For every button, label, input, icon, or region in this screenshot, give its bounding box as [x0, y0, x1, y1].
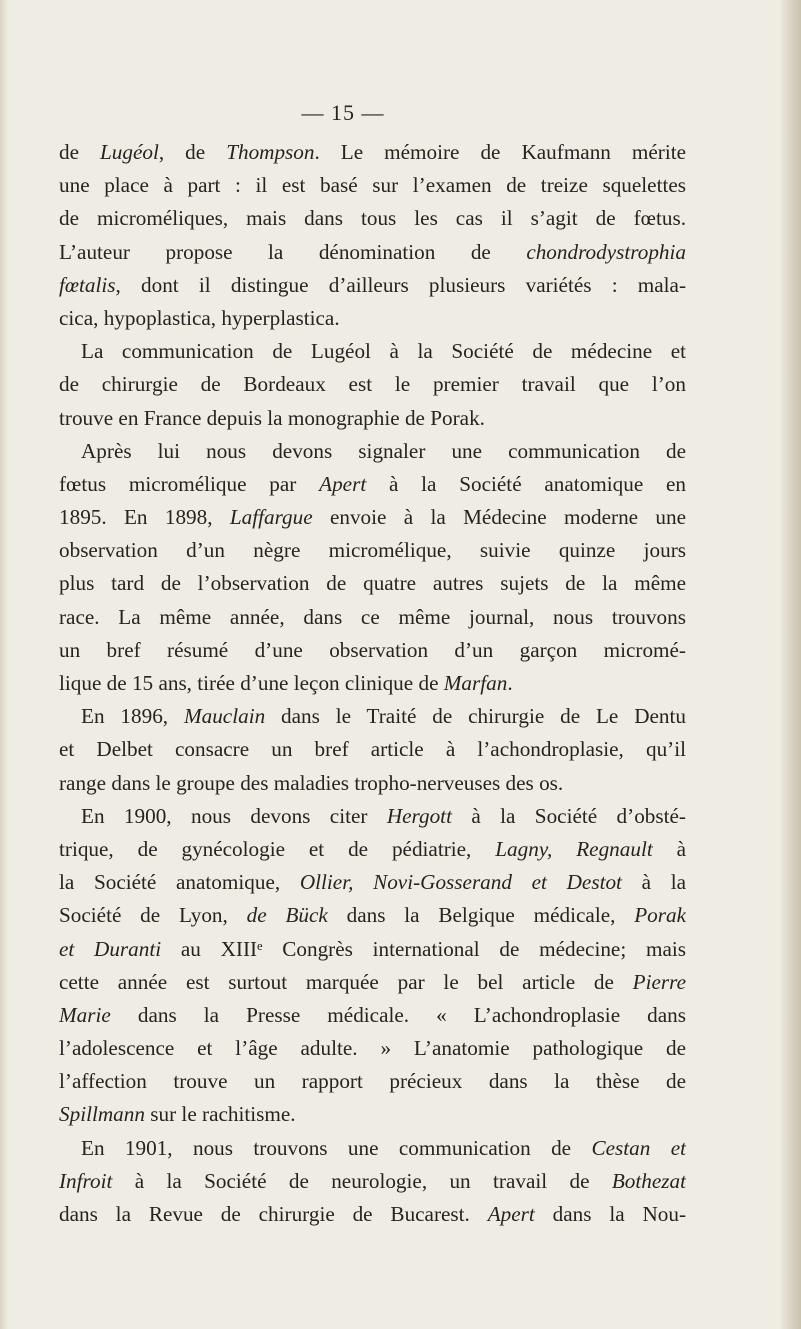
- text-line: [59, 468, 686, 501]
- text-segment: trouve en France depuis la monographie de Porak.: [59, 405, 485, 430]
- italic-text: Cestan et: [591, 1135, 686, 1160]
- text-segment: sur le rachitisme.: [144, 1102, 296, 1127]
- text-segment: à la Société de neurologie, un travail de: [112, 1168, 612, 1193]
- italic-text: Spillmann: [59, 1102, 145, 1127]
- italic-text: Marie: [59, 1002, 111, 1027]
- text-line: [59, 866, 686, 899]
- italic-text: chondrodystrophia: [526, 239, 686, 264]
- text-segment: à la Société anatomique en: [366, 471, 686, 496]
- text-line: [59, 733, 686, 766]
- text-line: [59, 534, 686, 567]
- italic-text: Porak: [634, 903, 686, 928]
- text-line: [59, 833, 686, 866]
- text-segment: , de: [158, 140, 227, 164]
- text-line: [59, 767, 686, 800]
- text-segment: au XIIIᵉ Congrès international de médecine; mais: [161, 936, 686, 961]
- text-line: [59, 136, 686, 169]
- italic-text: Apert: [319, 471, 367, 496]
- text-segment: à: [652, 836, 686, 861]
- text-segment: à la Société d’obsté-: [451, 803, 686, 828]
- italic-text: Pierre: [632, 969, 686, 994]
- text-line: [59, 899, 686, 932]
- italic-text: Ollier, Novi-Gosserand et Destot: [299, 870, 622, 895]
- text-segment: En 1901, nous trouvons une communication de: [81, 1135, 592, 1160]
- text-line: [59, 966, 686, 999]
- text-segment: dans la Revue de chirurgie de Bucarest.: [59, 1202, 488, 1226]
- page-left-shadow: [0, 0, 8, 1329]
- text-segment: .: [507, 671, 513, 695]
- text-line: [59, 269, 686, 302]
- text-line: [59, 435, 686, 468]
- italic-text: Mauclain: [183, 704, 266, 729]
- text-segment: une place à part : il est basé sur l’examen de treize squelettes: [59, 173, 686, 198]
- text-line: [59, 601, 686, 634]
- body-text: [59, 136, 686, 1231]
- italic-text: Bothezat: [611, 1168, 686, 1193]
- text-line: [59, 236, 686, 269]
- text-segment: . Le mémoire de Kaufmann mérite: [314, 140, 686, 164]
- text-segment: lique de 15 ans, tirée d’une leçon clinique de: [59, 671, 444, 695]
- text-segment: un bref résumé d’une observation d’un garçon micromé-: [59, 637, 686, 662]
- italic-text: de Bück: [246, 903, 328, 928]
- italic-text: Marfan: [443, 671, 508, 695]
- text-line: [59, 169, 686, 202]
- italic-text: Infroit: [59, 1168, 113, 1193]
- italic-text: Apert: [487, 1202, 535, 1226]
- page-number: — 15 —: [301, 100, 385, 125]
- text-segment: , dont il distingue d’ailleurs plusieurs variétés : mala-: [115, 272, 686, 297]
- text-segment: observation d’un nègre micromélique, suivie quinze jours: [59, 538, 686, 563]
- text-segment: plus tard de l’observation de quatre autres sujets de la même: [59, 571, 686, 596]
- text-line: [59, 1032, 686, 1065]
- text-segment: dans le Traité de chirurgie de Le Dentu: [265, 704, 686, 729]
- text-line: [59, 999, 686, 1032]
- text-segment: cica, hypoplastica, hyperplastica.: [59, 305, 340, 330]
- text-line: [59, 302, 686, 335]
- text-line: [59, 634, 686, 667]
- text-line: [59, 501, 686, 534]
- text-segment: race. La même année, dans ce même journal, nous trouvons: [59, 604, 686, 629]
- text-line: [59, 567, 686, 600]
- text-segment: range dans le groupe des maladies tropho-nerveuses des os.: [59, 770, 564, 795]
- text-segment: à la: [621, 870, 686, 895]
- text-segment: de chirurgie de Bordeaux est le premier travail que l’on: [59, 372, 686, 397]
- italic-text: fœtalis: [59, 272, 116, 297]
- text-segment: dans la Belgique médicale,: [327, 903, 635, 928]
- text-segment: La communication de Lugéol à la Société de médecine et: [81, 339, 686, 364]
- text-segment: de: [59, 140, 101, 164]
- text-line: [59, 667, 686, 700]
- italic-text: Lugéol: [100, 140, 159, 164]
- text-segment: Société de Lyon,: [59, 903, 247, 928]
- text-segment: la Société anatomique,: [59, 870, 300, 895]
- italic-text: Laffargue: [229, 505, 313, 530]
- text-segment: En 1900, nous devons citer: [81, 803, 387, 828]
- italic-text: et Duranti: [59, 936, 162, 961]
- italic-text: Hergott: [386, 803, 452, 828]
- text-segment: dans la Nou-: [534, 1202, 686, 1226]
- text-segment: l’adolescence et l’âge adulte. » L’anatomie pathologique de: [59, 1036, 686, 1061]
- text-line: [59, 202, 686, 235]
- text-segment: trique, de gynécologie et de pédiatrie,: [59, 836, 496, 861]
- text-segment: l’affection trouve un rapport précieux dans la thèse de: [59, 1069, 686, 1094]
- text-line: [59, 1065, 686, 1098]
- text-line: [59, 700, 686, 733]
- text-segment: Après lui nous devons signaler une communication de: [81, 438, 686, 463]
- text-line: [59, 1098, 686, 1131]
- text-segment: envoie à la Médecine moderne une: [312, 505, 686, 530]
- italic-text: Lagny, Regnault: [495, 836, 653, 861]
- text-line: [59, 1165, 686, 1198]
- text-line: [59, 402, 686, 435]
- page-right-shadow: [779, 0, 801, 1329]
- text-line: [59, 335, 686, 368]
- text-segment: L’auteur propose la dénomination de: [59, 239, 527, 264]
- text-line: [59, 1198, 686, 1231]
- text-segment: de microméliques, mais dans tous les cas il s’agit de fœtus.: [59, 206, 686, 231]
- text-segment: fœtus micromélique par: [59, 471, 320, 496]
- text-line: [59, 933, 686, 966]
- text-line: [59, 800, 686, 833]
- text-segment: dans la Presse médicale. « L’achondroplasie dans: [110, 1002, 686, 1027]
- italic-text: Thompson: [226, 140, 315, 164]
- text-segment: 1895. En 1898,: [59, 505, 230, 530]
- text-segment: cette année est surtout marquée par le bel article de: [59, 969, 633, 994]
- text-segment: En 1896,: [81, 704, 184, 729]
- text-line: [59, 1132, 686, 1165]
- text-line: [59, 368, 686, 401]
- text-segment: et Delbet consacre un bref article à l’achondroplasie, qu’il: [59, 737, 686, 762]
